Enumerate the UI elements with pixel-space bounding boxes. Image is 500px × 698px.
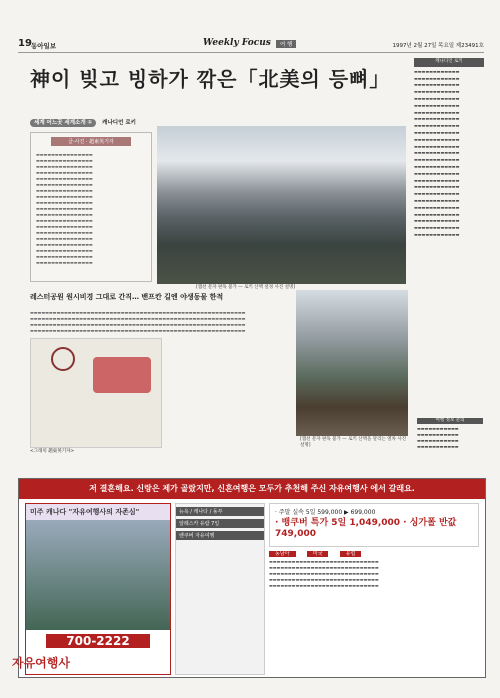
ad-price-tables: 동남아 미국 유럽 ▬▬▬▬▬▬▬▬▬▬▬▬▬▬▬▬▬▬▬▬▬▬▬▬▬▬▬▬▬ ▬▬▬▬▬▬▬▬▬▬▬▬▬▬▬▬▬▬▬▬▬▬▬▬▬▬▬▬▬ ▬▬▬▬▬▬▬▬▬▬▬▬▬▬▬▬▬▬▬▬▬▬▬▬▬▬▬▬▬ ▬▬▬▬▬▬▬▬▬▬▬▬▬▬▬▬▬▬▬▬▬▬▬▬▬▬▬▬▬ ▬▬▬▬▬▬▬▬▬▬▬▬▬▬▬▬▬▬▬▬▬▬▬▬▬▬▬▬▬ [269, 551, 379, 588]
ad-mid-item: 알래스카 유람 7일 [176, 519, 264, 528]
section-tag: 여 행 [276, 40, 296, 48]
ad-middle-panel [175, 503, 265, 675]
page-number: 19 [18, 38, 32, 49]
price-row: · 뱅쿠버 특가 5일 1,049,000 · 싱가폴 반값 749,000 [275, 518, 457, 539]
box-caption: 글·사진 · 趙東英기자 [51, 137, 131, 146]
sidebar-title: 캐나디언 로키 [414, 58, 484, 67]
intro-box [30, 132, 152, 282]
table-header: 미국 [307, 551, 329, 557]
issue-date: 1997년 2월 27일 목요일 제23491호 [392, 43, 484, 49]
section-title: Weekly Focus [203, 38, 271, 48]
ad-banner: 저 결혼해요. 신랑은 제가 골랐지만, 신혼여행은 모두가 추천해 주신 자유여행사 에서 갈래요. [19, 479, 485, 499]
subheadline: 레스터공원 원시비경 그대로 간직… 밴프칸 길엔 야생동물 한적 [30, 293, 224, 301]
series-label [30, 118, 136, 126]
price-row: · 주말 실속 5일 599,000 ▶ 699,000 [275, 509, 376, 516]
route-map [30, 338, 162, 448]
series-tag: 세계 어느곳 세계소개 ① [30, 119, 96, 127]
ad-logo: 자유여행사 [12, 656, 70, 670]
sidebar-footer-title: 여행 정보 문의 [417, 418, 483, 424]
sidebar-footer: 여행 정보 문의 ▬▬▬▬▬▬▬▬▬▬▬ ▬▬▬▬▬▬▬▬▬▬▬ ▬▬▬▬▬▬▬▬▬▬▬ ▬▬▬▬▬▬▬▬▬▬▬ [417, 418, 483, 450]
ad-mid-item: 밴쿠버 자유여행 [176, 531, 264, 540]
photo1-caption: [캡션 문자 판독 불가 — 로키 산맥 설경 사진 설명] [196, 285, 296, 290]
table-header: 유럽 [340, 551, 362, 557]
mountain-photo [157, 126, 406, 284]
map-inset-circle [51, 347, 75, 371]
newspaper-name: 동아일보 [31, 42, 57, 50]
page-header [18, 38, 484, 53]
table-header: 동남아 [269, 551, 296, 557]
series-name: 캐나디언 로키 [102, 120, 136, 126]
travel-advertisement [18, 478, 486, 678]
ad-mid-item: 뉴욕 / 캐나다 / 동부 [176, 507, 264, 516]
sidebar-column: 캐나디언 로키 ▬▬▬▬▬▬▬▬▬▬▬▬ ▬▬▬▬▬▬▬▬▬▬▬▬ ▬▬▬▬▬▬▬▬▬▬▬▬ ▬▬▬▬▬▬▬▬▬▬▬▬ ▬▬▬▬▬▬▬▬▬▬▬▬ ▬▬▬▬▬▬▬▬▬▬▬▬ ▬▬▬▬▬▬▬▬▬▬▬▬ ▬▬▬▬▬▬▬▬▬▬▬▬ ▬▬▬▬▬▬▬▬▬▬▬▬ ▬▬▬▬▬▬▬▬▬▬▬▬ ▬▬▬▬▬▬▬▬▬▬▬▬ ▬▬▬▬▬▬▬▬▬▬▬▬ ▬▬▬▬▬▬▬▬▬▬▬▬ ▬▬▬▬▬▬▬▬▬▬▬▬ ▬▬▬▬▬▬▬▬▬▬▬▬ ▬▬▬▬▬▬▬▬▬▬▬▬ ▬▬▬▬▬▬▬▬▬▬▬▬ ▬▬▬▬▬▬▬▬▬▬▬▬ ▬▬▬▬▬▬▬▬▬▬▬▬ ▬▬▬▬▬▬▬▬▬▬▬▬ ▬▬▬▬▬▬▬▬▬▬▬▬ ▬▬▬▬▬▬▬▬▬▬▬▬ ▬▬▬▬▬▬▬▬▬▬▬▬ ▬▬▬▬▬▬▬▬▬▬▬▬ ▬▬▬▬▬▬▬▬▬▬▬▬ [414, 58, 484, 410]
train-photo [296, 290, 408, 436]
ad-photo [26, 520, 170, 630]
headline: 神이 빚고 빙하가 깎은「北美의 등뼈」 [30, 67, 391, 91]
article-columns: ▬▬▬▬▬▬▬▬▬▬▬▬▬▬▬▬▬▬▬▬▬▬▬▬▬▬▬▬▬▬▬▬▬▬▬▬▬▬▬▬▬▬▬▬▬▬▬▬▬▬▬▬▬▬▬▬▬ ▬▬▬▬▬▬▬▬▬▬▬▬▬▬▬▬▬▬▬▬▬▬▬▬▬▬▬▬▬▬▬▬▬▬▬▬▬▬▬▬▬▬▬▬▬▬▬▬▬▬▬▬▬▬▬▬▬ ▬▬▬▬▬▬▬▬▬▬▬▬▬▬▬▬▬▬▬▬▬▬▬▬▬▬▬▬▬▬▬▬▬▬▬▬▬▬▬▬▬▬▬▬▬▬▬▬▬▬▬▬▬▬▬▬▬ ▬▬▬▬▬▬▬▬▬▬▬▬▬▬▬▬▬▬▬▬▬▬▬▬▬▬▬▬▬▬▬▬▬▬▬▬▬▬▬▬▬▬▬▬▬▬▬▬▬▬▬▬▬▬▬▬▬ [30, 310, 246, 333]
map-region [93, 357, 151, 393]
ad-price-box [269, 503, 479, 547]
body-text: ▬▬▬▬▬▬▬▬▬▬▬▬▬▬▬ ▬▬▬▬▬▬▬▬▬▬▬▬▬▬▬ ▬▬▬▬▬▬▬▬▬▬▬▬▬▬▬ ▬▬▬▬▬▬▬▬▬▬▬▬▬▬▬ ▬▬▬▬▬▬▬▬▬▬▬▬▬▬▬ ▬▬▬▬▬▬▬▬▬▬▬▬▬▬▬ ▬▬▬▬▬▬▬▬▬▬▬▬▬▬▬ ▬▬▬▬▬▬▬▬▬▬▬▬▬▬▬ ▬▬▬▬▬▬▬▬▬▬▬▬▬▬▬ ▬▬▬▬▬▬▬▬▬▬▬▬▬▬▬ ▬▬▬▬▬▬▬▬▬▬▬▬▬▬▬ ▬▬▬▬▬▬▬▬▬▬▬▬▬▬▬ ▬▬▬▬▬▬▬▬▬▬▬▬▬▬▬ ▬▬▬▬▬▬▬▬▬▬▬▬▬▬▬ ▬▬▬▬▬▬▬▬▬▬▬▬▬▬▬ ▬▬▬▬▬▬▬▬▬▬▬▬▬▬▬ ▬▬▬▬▬▬▬▬▬▬▬▬▬▬▬ ▬▬▬▬▬▬▬▬▬▬▬▬▬▬▬ ▬▬▬▬▬▬▬▬▬▬▬▬▬▬▬ [36, 152, 93, 265]
ad-canada-panel [25, 503, 171, 675]
ad-phone: 700-2222 [46, 634, 150, 648]
ad-left-title: 미주 캐나다 "자유여행사의 자존심" [26, 504, 170, 520]
photo2-caption: [캡션 문자 판독 불가 — 로키 산맥을 달리는 열차 사진 설명] [300, 437, 407, 448]
map-caption: <그래픽 趙東英기자> [30, 449, 75, 454]
